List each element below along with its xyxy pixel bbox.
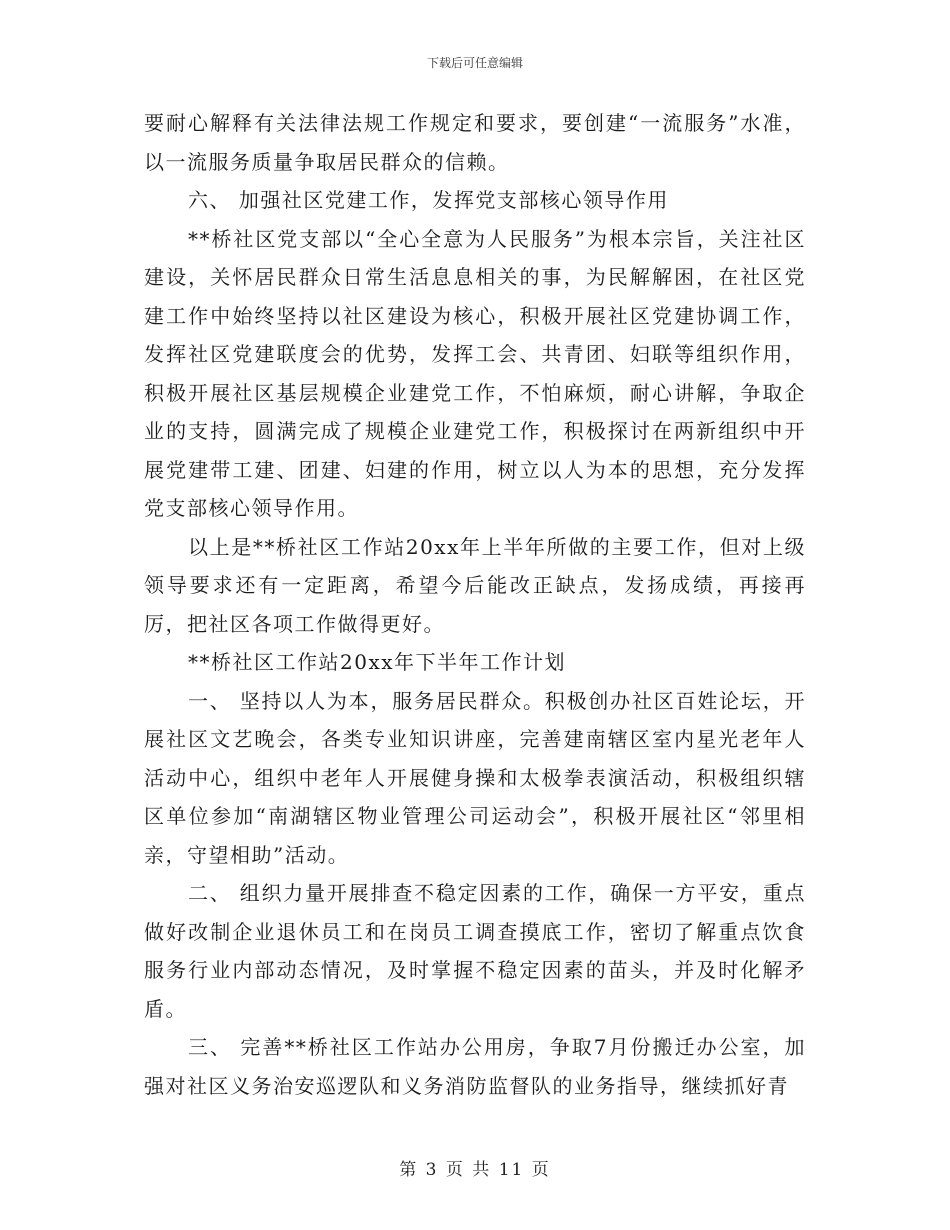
paragraph-summary: 以上是**桥社区工作站20xx年上半年所做的主要工作，但对上级领导要求还有一定距离，希望今后能改正缺点，发扬成绩，再接再厉，把社区各项工作做得更好。 [144,534,806,636]
plan-item-1: 一、 坚持以人为本，服务居民群众。积极创办社区百姓论坛，开展社区文艺晚会，各类专业知识讲座，完善建南辖区室内星光老年人活动中心，组织中老年人开展健身操和太极拳表演活动，积极组织辖区单位参加“南湖辖区物业管理公司运动会”，积极开展社区“邻里相亲，守望相助”活动。 [144,688,806,867]
document-body [144,104,806,1105]
page-header: 下载后可任意编辑 [426,56,523,70]
plan-item-3: 三、 完善**桥社区工作站办公用房，争取7月份搬迁办公室，加强对社区义务治安巡逻队和义务消防监督队的业务指导，继续抓好青 [144,1035,806,1098]
plan-title: **桥社区工作站20xx年下半年工作计划 [188,650,567,674]
page-number-footer: 第 3 页 共 11 页 [399,1160,551,1180]
paragraph-1: 要耐心解释有关法律法规工作规定和要求，要创建“一流服务”水准，以一流服务质量争取居民群众的信赖。 [144,111,806,174]
plan-item-2: 二、 组织力量开展排查不稳定因素的工作，确保一方平安，重点做好改制企业退休员工和在岗员工调查摸底工作，密切了解重点饮食服务行业内部动态情况，及时掌握不稳定因素的苗头，并及时化解矛盾。 [144,881,806,1021]
paragraph-party-building: **桥社区党支部以“全心全意为人民服务”为根本宗旨，关注社区建设，关怀居民群众日常生活息息相关的事，为民解解困，在社区党建工作中始终坚持以社区建设为核心，积极开展社区党建协调工作，发挥社区党建联度会的优势，发挥工会、共青团、妇联等组织作用，积极开展社区基层规模企业建党工作，不怕麻烦，耐心讲解，争取企业的支持，圆满完成了规模企业建党工作，积极探讨在两新组织中开展党建带工建、团建、妇建的作用，树立以人为本的思想，充分发挥党支部核心领导作用。 [144,226,806,520]
section-heading-6: 六、 加强社区党建工作，发挥党支部核心领导作用 [188,188,669,212]
